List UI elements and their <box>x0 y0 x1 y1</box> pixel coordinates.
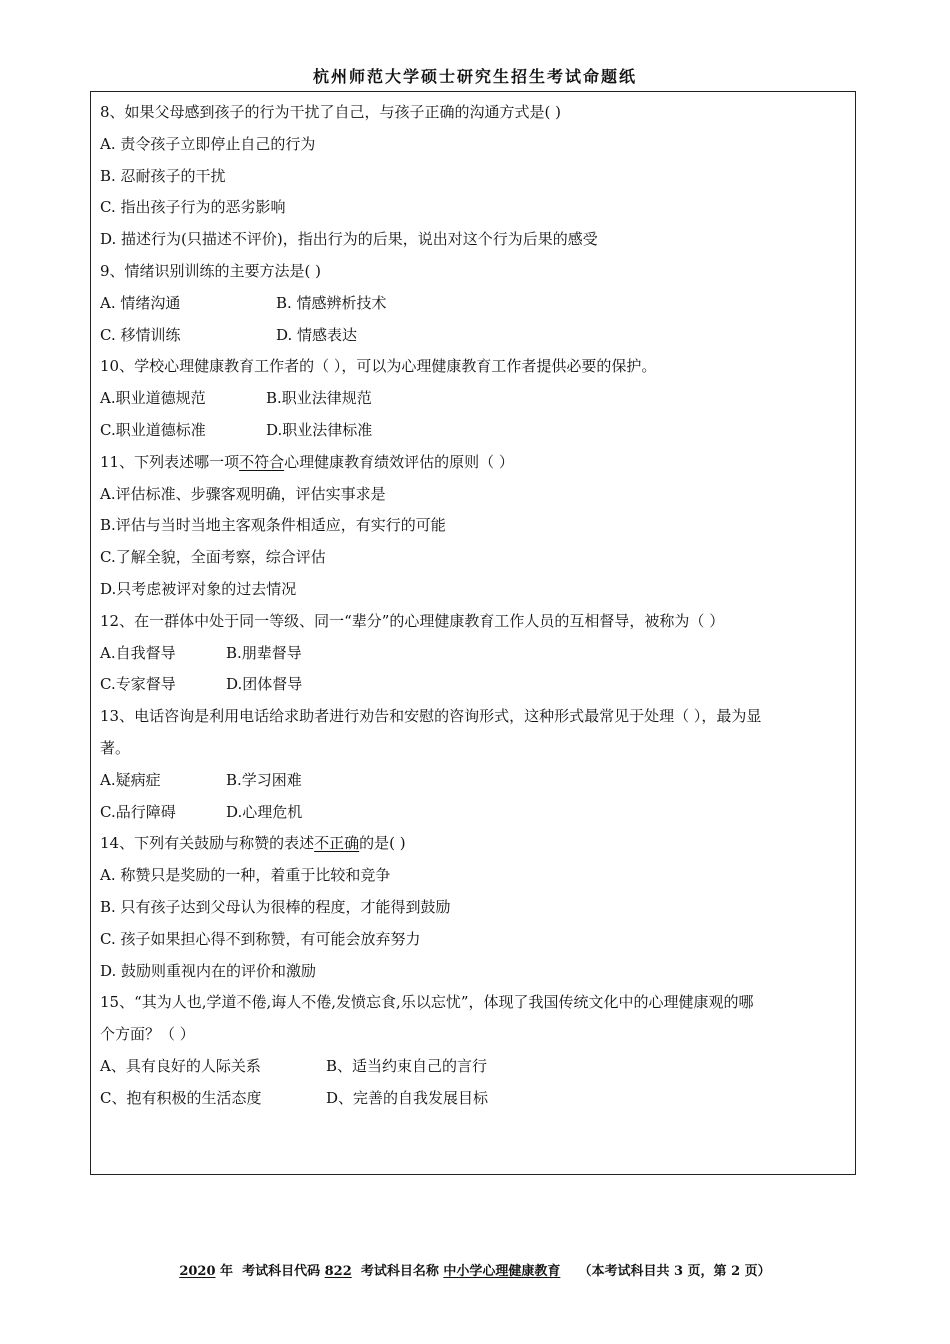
question-12-option-c: C.专家督导 <box>100 675 176 694</box>
question-13-stem-line-2: 著。 <box>100 738 131 757</box>
exam-footer <box>0 1260 950 1279</box>
question-10-options-row-1 <box>100 383 852 415</box>
question-9-option-c: C. 移情训练 <box>100 325 181 344</box>
question-13-stem-line-1: 13、电话咨询是利用电话给求助者进行劝告和安慰的咨询形式，这种形式最常见于处理（ ），最为显 <box>100 707 762 726</box>
question-12-option-b: B.朋辈督导 <box>226 643 302 662</box>
exam-paper-header: 杭州师范大学硕士研究生招生考试命题纸 <box>312 67 637 86</box>
question-12-stem: 12、在一群体中处于同一等级、同一“辈分”的心理健康教育工作人员的互相督导，被称为（ ） <box>100 611 725 630</box>
question-11-option-d: D.只考虑被评对象的过去情况 <box>100 579 297 598</box>
question-15-option-c: C、抱有积极的生活态度 <box>100 1088 262 1107</box>
question-9-options-row-2 <box>100 320 852 352</box>
question-15-stem-line-2: 个方面？（ ） <box>100 1025 195 1044</box>
question-8-option-a: A. 责令孩子立即停止自己的行为 <box>100 134 316 153</box>
question-9-option-a: A. 情绪沟通 <box>100 293 181 312</box>
question-9-option-b: B. 情感辨析技术 <box>276 293 387 312</box>
footer-page-info: （本考试科目共 3 页，第 2 页） <box>560 1264 771 1279</box>
question-14-stem <box>100 828 852 860</box>
question-8-option-b: B. 忍耐孩子的干扰 <box>100 166 226 185</box>
question-13-option-d: D.心理危机 <box>226 802 303 821</box>
question-14-option-d: D. 鼓励则重视内在的评价和激励 <box>100 961 317 980</box>
question-15-option-b: B、适当约束自己的言行 <box>326 1056 488 1075</box>
question-15-option-d: D、完善的自我发展目标 <box>326 1088 489 1107</box>
footer-year: 2020 <box>179 1264 216 1279</box>
question-9-option-d: D. 情感表达 <box>276 325 358 344</box>
footer-subject-name-label: 考试科目名称 <box>351 1264 444 1279</box>
question-10-option-d: D.职业法律标准 <box>266 420 373 439</box>
question-12-option-d: D.团体督导 <box>226 675 303 694</box>
question-11-stem <box>100 447 852 479</box>
question-14-emphasis: 不正确 <box>314 834 360 853</box>
question-14-stem-end: 的是( ) <box>359 834 406 853</box>
question-10-options-row-2 <box>100 415 852 447</box>
footer-year-suffix: 年 考试科目代码 <box>215 1264 325 1279</box>
question-15-options-row-1 <box>100 1051 852 1083</box>
question-12-option-a: A.自我督导 <box>100 643 176 662</box>
footer-subject-code: 822 <box>324 1264 352 1279</box>
question-15-option-a: A、具有良好的人际关系 <box>100 1056 261 1075</box>
question-10-option-b: B.职业法律规范 <box>266 389 372 408</box>
question-10-option-a: A.职业道德规范 <box>100 389 206 408</box>
question-14-option-c: C. 孩子如果担心得不到称赞，有可能会放弃努力 <box>100 929 421 948</box>
question-13-option-c: C.品行障碍 <box>100 802 176 821</box>
question-9-stem: 9、情绪识别训练的主要方法是( ) <box>100 261 322 280</box>
question-13-option-a: A.疑病症 <box>100 770 161 789</box>
question-11-option-a: A.评估标准、步骤客观明确，评估实事求是 <box>100 484 386 503</box>
question-15-options-row-2 <box>100 1083 852 1115</box>
question-14-stem-start: 14、下列有关鼓励与称赞的表述 <box>100 834 315 853</box>
question-13-options-row-1 <box>100 765 852 797</box>
question-8-stem: 8、如果父母感到孩子的行为干扰了自己，与孩子正确的沟通方式是( ) <box>100 103 562 121</box>
question-8-option-c: C. 指出孩子行为的恶劣影响 <box>100 198 286 217</box>
question-11-option-c: C.了解全貌，全面考察，综合评估 <box>100 548 326 567</box>
question-14-option-a: A. 称赞只是奖励的一种，着重于比较和竞争 <box>100 866 391 885</box>
question-content <box>100 97 852 1115</box>
question-14-option-b: B. 只有孩子达到父母认为很棒的程度，才能得到鼓励 <box>100 897 451 916</box>
question-11-emphasis: 不符合 <box>239 452 285 471</box>
question-13-option-b: B.学习困难 <box>226 770 302 789</box>
question-10-stem: 10、学校心理健康教育工作者的（ ），可以为心理健康教育工作者提供必要的保护。 <box>100 357 657 376</box>
question-9-options-row-1 <box>100 288 852 320</box>
question-8-option-d: D. 描述行为(只描述不评价)，指出行为的后果，说出对这个行为后果的感受 <box>100 230 598 249</box>
question-12-options-row-2 <box>100 669 852 701</box>
question-15-stem-line-1: 15、“其为人也,学道不倦,诲人不倦,发愤忘食,乐以忘忧”，体现了我国传统文化中的心理健康观的哪 <box>100 993 754 1012</box>
question-11-stem-end: 心理健康教育绩效评估的原则（ ） <box>284 452 514 471</box>
footer-subject-name: 中小学心理健康教育 <box>443 1264 561 1279</box>
question-11-option-b: B.评估与当时当地主客观条件相适应，有实行的可能 <box>100 516 446 535</box>
question-11-stem-start: 11、下列表述哪一项 <box>100 452 240 471</box>
question-10-option-c: C.职业道德标准 <box>100 420 206 439</box>
question-12-options-row-1 <box>100 638 852 670</box>
question-13-options-row-2 <box>100 797 852 829</box>
